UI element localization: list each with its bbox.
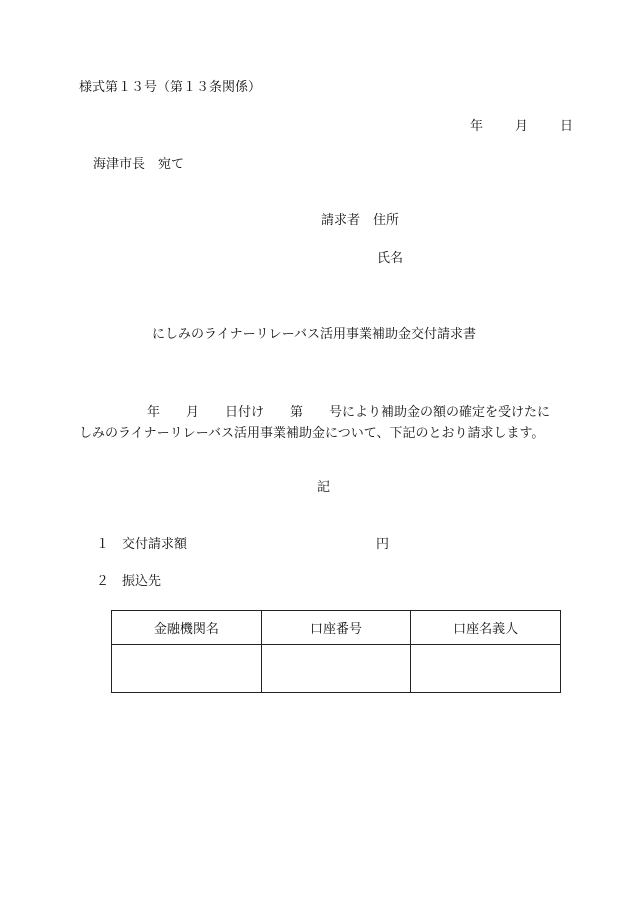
ki-heading: 記 [317,480,331,495]
bank-account-table [111,610,561,693]
form-number: 様式第１３号（第１３条関係） [79,80,262,95]
addressee: 海津市長 宛て [93,157,185,172]
item-1-label: １ 交付請求額 [96,537,188,552]
table-row [112,645,561,693]
header-account-number: 口座番号 [261,611,411,645]
document-title: にしみのライナーリレーバス活用事業補助金交付請求書 [152,327,476,342]
date-year: 年 [470,119,484,134]
date-month: 月 [515,119,529,134]
date-line [470,119,573,135]
header-account-holder: 口座名義人 [411,611,561,645]
table-header-row [112,611,561,645]
body-paragraph [79,402,569,444]
body-line-2: しみのライナーリレーバス活用事業補助金について、下記のとおり請求します。 [79,426,545,441]
item-2-label: ２ 振込先 [96,574,162,589]
date-day: 日 [560,119,574,134]
cell-account-holder [411,645,561,693]
cell-bank-name [112,645,262,693]
cell-account-number [261,645,411,693]
item-1-unit: 円 [376,537,390,552]
body-line-1: 年 月 日付け 第 号により補助金の額の確定を受けたに [147,405,551,420]
header-bank-name: 金融機関名 [112,611,262,645]
claimant-address-label: 請求者 住所 [321,213,400,228]
claimant-name-label: 氏名 [377,251,404,266]
